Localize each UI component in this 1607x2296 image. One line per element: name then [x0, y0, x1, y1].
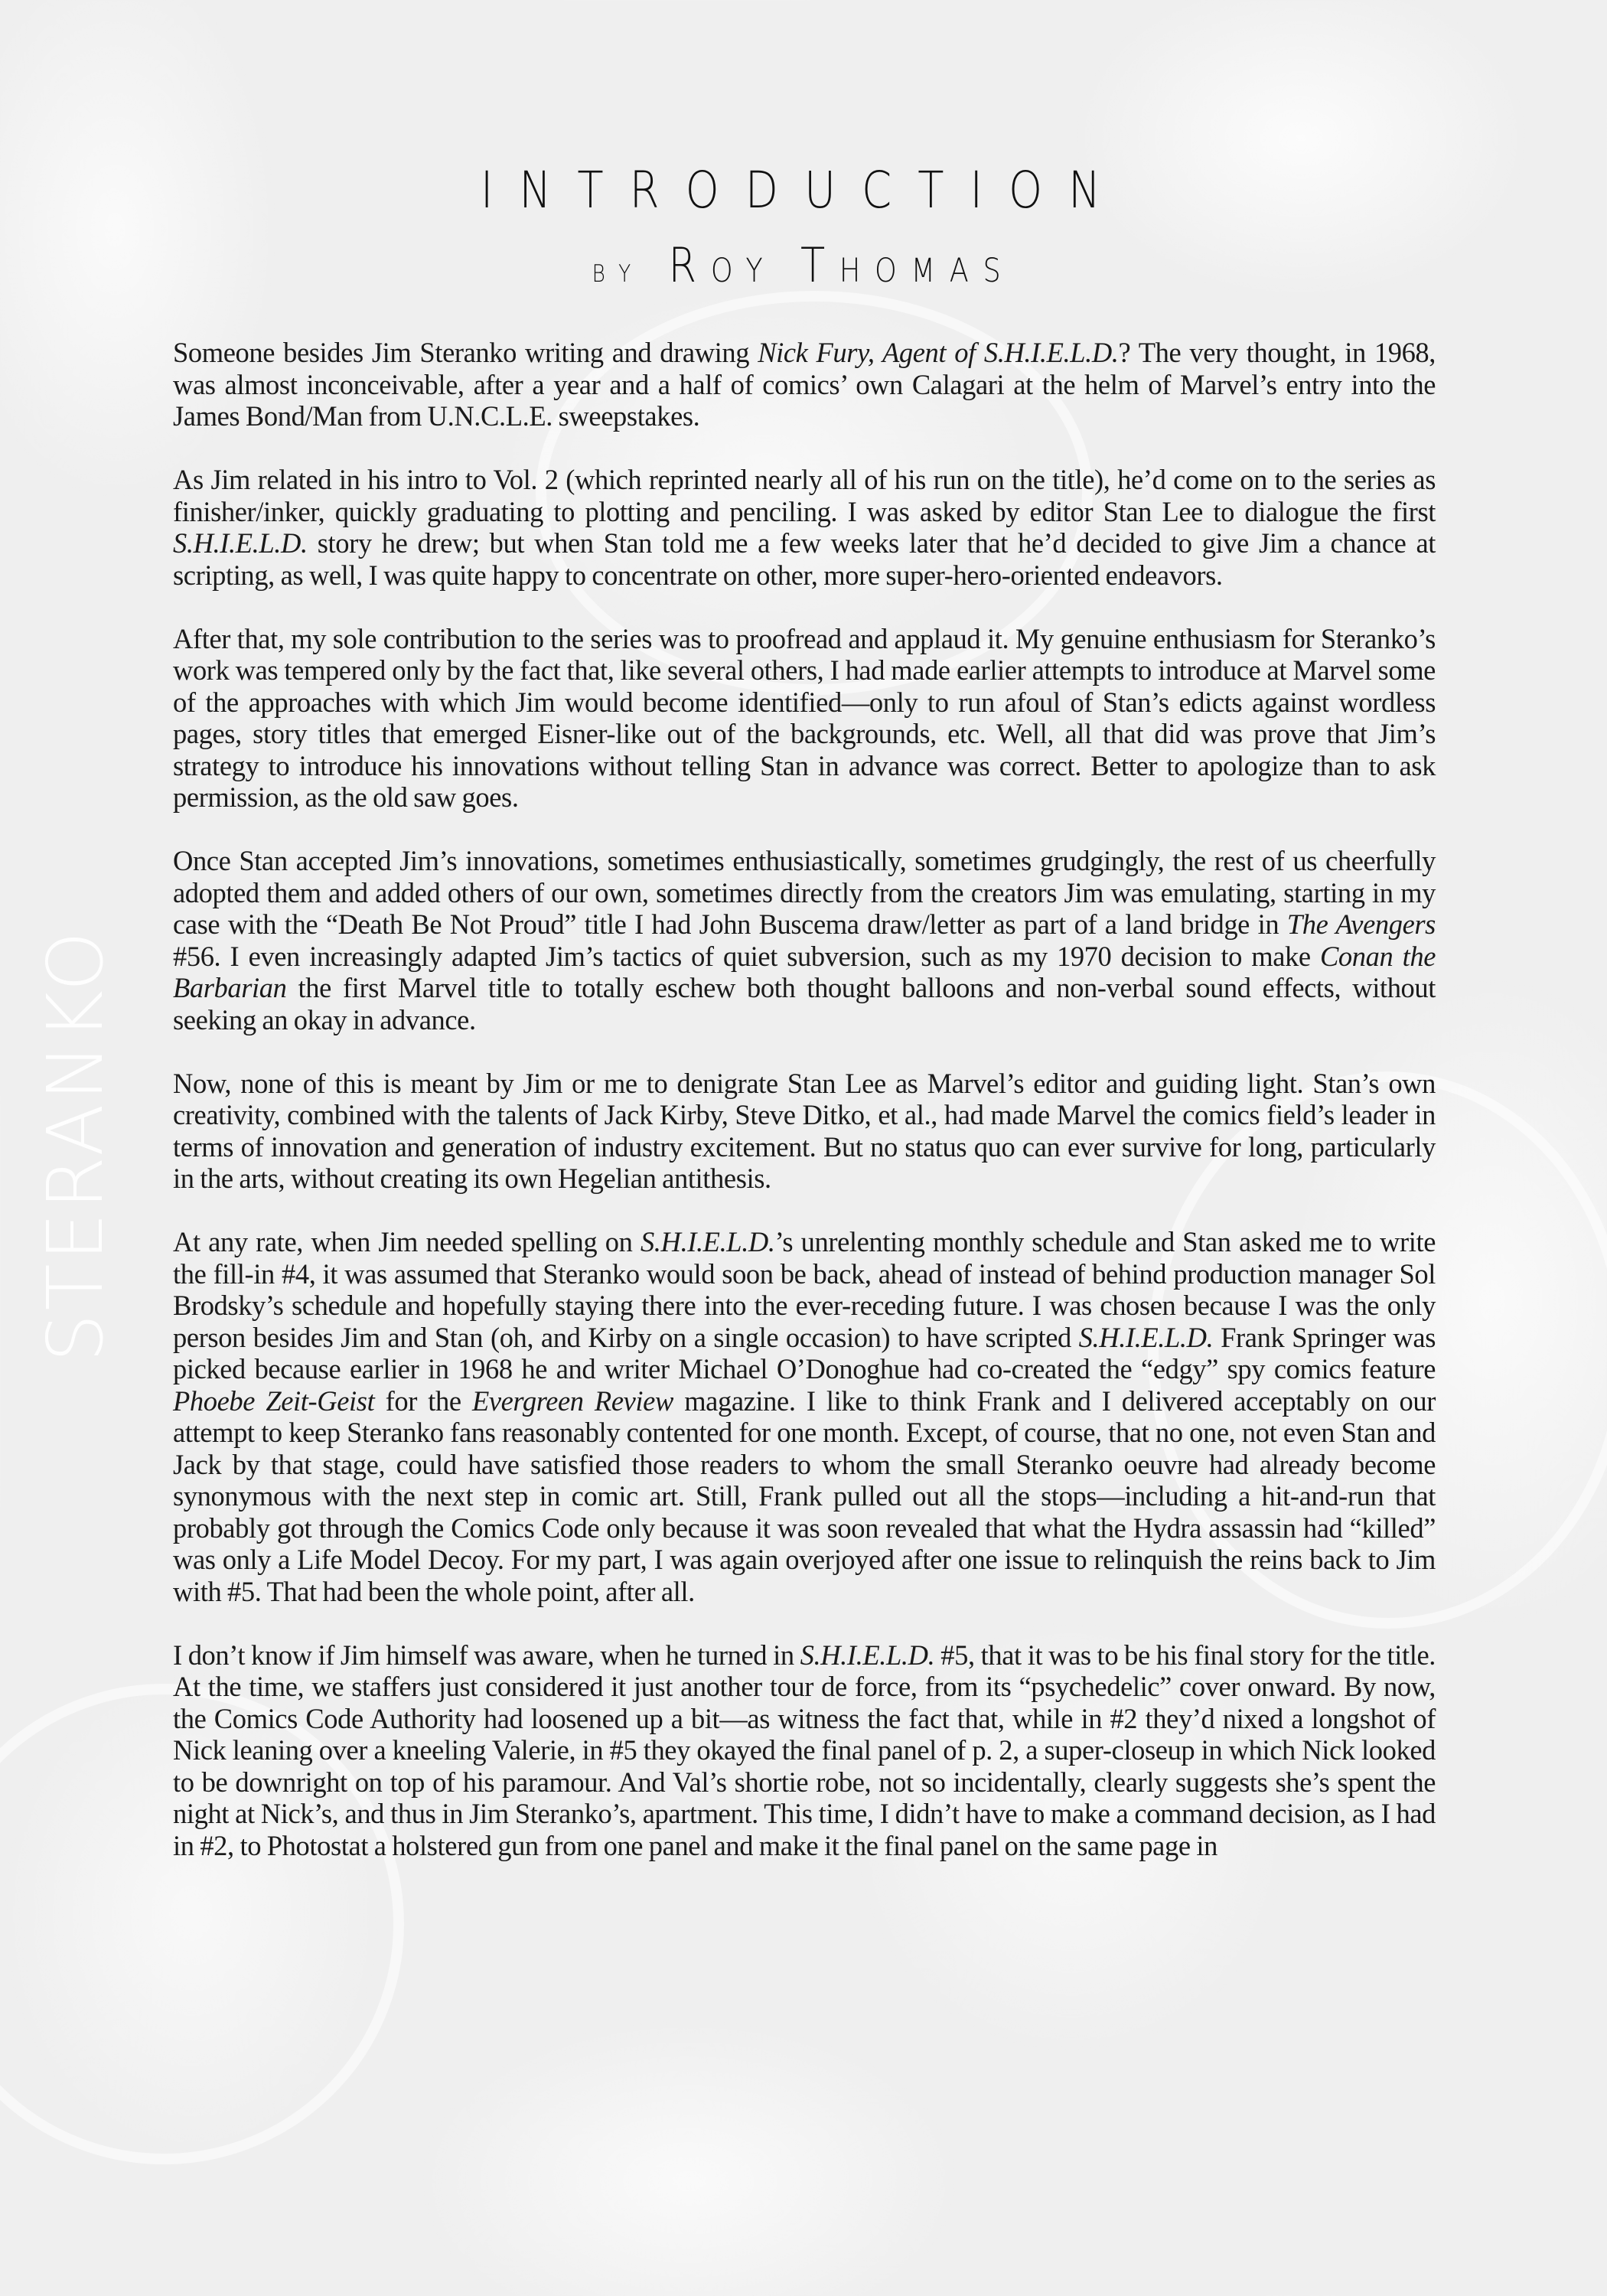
paragraph-text: ’s unrelenting monthly schedule and Stan asked me to write the fill-in #4, it was assumed that Steranko would soon be back, ahead of instead of behind production manager Sol Brodsky’s schedule and hopefully staying there into the ever-receding future. I was chosen because I was the only person besides Jim and Stan (oh, and Kirby on a single occasion) to have scripted — [173, 1226, 1436, 1353]
paragraph-text: Frank Springer was picked because earlier in 1968 he and writer Michael O’Donoghue had co-created the “edgy” spy comics feature — [173, 1321, 1436, 1384]
italic-title-text: S.H.I.E.L.D. — [640, 1226, 775, 1257]
italic-title-text: Nick Fury, Agent of S.H.I.E.L.D. — [758, 337, 1119, 368]
byline-first-name: Roy — [668, 237, 777, 293]
paragraph — [173, 1068, 1436, 1195]
paragraph — [173, 337, 1436, 432]
paragraph-text: Once Stan accepted Jim’s innovations, sometimes enthusiastically, sometimes grudgingly, the rest of us cheerfully adopted them and added others of our own, sometimes directly from the creators Jim was emulating, starting in my case with the “Death Be Not Proud” title I had John Buscema draw/letter as part of a land bridge in — [173, 845, 1436, 940]
italic-title-text: S.H.I.E.L.D. — [1078, 1321, 1214, 1353]
italic-title-text: Conan the Barbarian — [173, 940, 1436, 1003]
paragraph-text: As Jim related in his intro to Vol. 2 (which reprinted nearly all of his run on the title), he’d come on to the series as finisher/inker, quickly graduating to plotting and penciling. I was asked by editor Stan Lee to dialogue the first — [173, 464, 1436, 527]
byline-last-name: Thomas — [800, 237, 1015, 293]
paragraph — [173, 845, 1436, 1035]
paragraph-text: #5, that it was to be his final story for the title. At the time, we staffers just considered it just another tour de force, from its “psychedelic” cover onward. By now, the Comics Code Authority had loosened up a bit—as witness the fact that, while in #2 they’d nixed a longshot of Nick leaning over a kneeling Valerie, in #5 they okayed the final panel of p. 2, a super-closeup in which Nick looked to be downright on top of his paramour. And Val’s shortie robe, not so incidentally, clearly suggests she’s spent the night at Nick’s, and thus in Jim Steranko’s, apartment. This time, I didn’t have to make a command decision, as I had in #2, to Photostat a holstered gun from one panel and make it the final panel on the same page in — [173, 1639, 1436, 1861]
paragraph-text: At any rate, when Jim needed spelling on — [173, 1226, 641, 1257]
italic-title-text: S.H.I.E.L.D. — [800, 1639, 935, 1671]
italic-title-text: Evergreen Review — [471, 1384, 673, 1417]
paragraph-text: I don’t know if Jim himself was aware, when he turned in — [173, 1639, 800, 1671]
paragraph-text: After that, my sole contribution to the series was to proofread and applaud it. My genuine enthusiasm for Steranko’s work was tempered only by the fact that, like several others, I had made earlier attempts to introduce at Marvel some of the approaches with which Jim would become identified—only to run afoul of Stan’s edicts against wordless pages, story titles that emerged Eisner-like out of the backgrounds, etc. Well, all that did was prove that Jim’s strategy to introduce his innovations without telling Stan in advance was correct. Better to apologize than to ask permission, as the old saw goes. — [173, 622, 1436, 813]
paragraph — [173, 1639, 1436, 1862]
byline-by: by — [592, 251, 645, 290]
italic-title-text: Phoebe Zeit-Geist — [173, 1384, 375, 1417]
paragraph-text: #56. I even increasingly adapted Jim’s tactics of quiet subversion, such as my 1970 decision to make — [173, 940, 1320, 972]
steranko-watermark: STERANKO — [31, 928, 120, 1362]
paragraph-text: story he drew; but when Stan told me a few weeks later that he’d decided to give Jim a chance at scripting, as well, I was quite happy to concentrate on other, more super-hero-oriented endeavors. — [173, 527, 1436, 591]
article-body — [173, 337, 1436, 1893]
paragraph-text: Now, none of this is meant by Jim or me to denigrate Stan Lee as Marvel’s editor and guiding light. Stan’s own creativity, combined with the talents of Jack Kirby, Steve Ditko, et al., had made Marvel the comics field’s leader in terms of innovation and generation of industry excitement. But no status quo can ever survive for long, particularly in the arts, without creating its own Hegelian antithesis. — [173, 1067, 1436, 1194]
italic-title-text: The Avengers — [1286, 908, 1436, 940]
paragraph — [173, 623, 1436, 814]
paragraph-text: magazine. I like to think Frank and I delivered acceptably on our attempt to keep Steranko fans reasonably contented for one month. Except, of course, that no one, not even Stan and Jack by that stage, could have satisfied those readers to whom the small Steranko oeuvre had already become synonymous with the next step in comic art. Still, Frank pulled out all the stops—including a hit-and-run that probably got through the Comics Code only because it was soon revealed that what the Hydra assassin had “killed” was only a Life Model Decoy. For my part, I was again overjoyed after one issue to relinquish the reins back to Jim with #5. That had been the whole point, after all. — [173, 1384, 1436, 1607]
paragraph-text: the first Marvel title to totally eschew both thought balloons and non-verbal sound effects, without seeking an okay in advance. — [173, 972, 1436, 1035]
paragraph-text: Someone besides Jim Steranko writing and drawing — [173, 337, 758, 368]
page-title: INTRODUCTION — [480, 161, 1127, 220]
paragraph — [173, 464, 1436, 591]
paragraph-text: for the — [374, 1384, 472, 1417]
italic-title-text: S.H.I.E.L.D. — [173, 527, 308, 559]
byline — [121, 237, 1487, 293]
paragraph-text: ? The very thought, in 1968, was almost inconceivable, after a year and a half of comics’ own Calagari at the helm of Marvel’s entry into the James Bond/Man from U.N.C.L.E. sweepstakes. — [173, 337, 1436, 432]
paragraph — [173, 1226, 1436, 1607]
